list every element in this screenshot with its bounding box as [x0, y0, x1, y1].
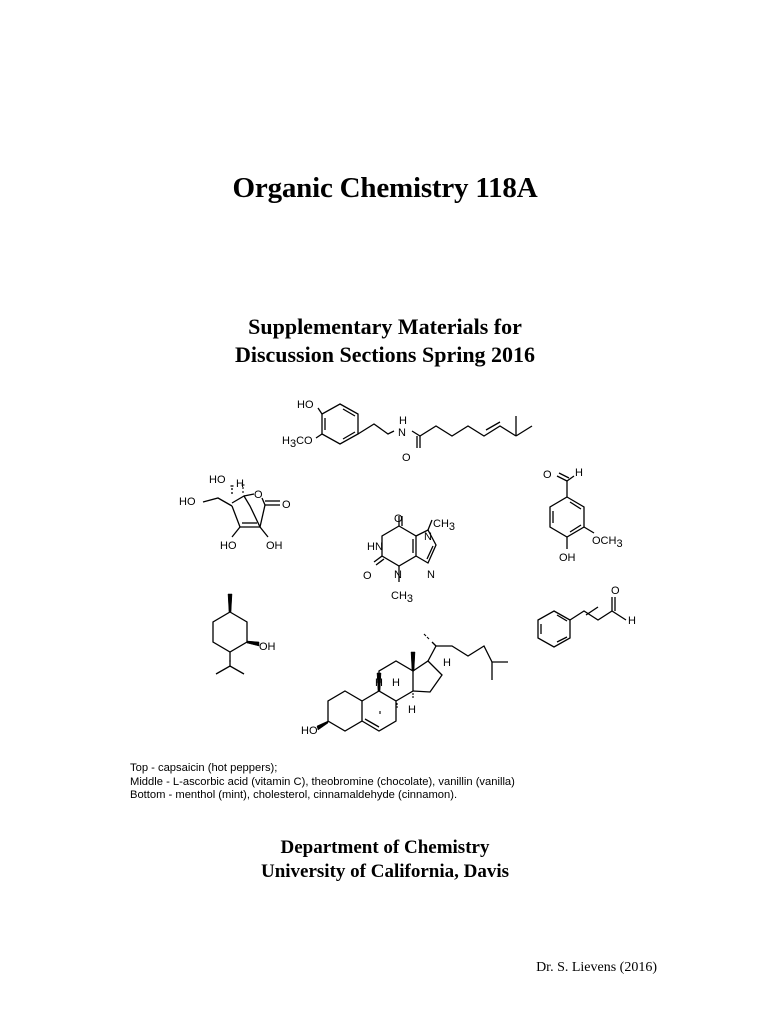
document-title: Organic Chemistry 118A [232, 172, 538, 204]
ascorbic-ho-bottom-label: HO [220, 540, 237, 552]
vanillin-structure [543, 467, 623, 564]
theobromine-n3-label: N [394, 569, 402, 581]
capsaicin-n-label: N [398, 427, 406, 439]
caption-line: Middle - L-ascorbic acid (vitamin C), theobromine (chocolate), vanillin (vanilla) [130, 775, 515, 788]
theobromine-hn-label: HN [367, 541, 383, 553]
department-block [0, 836, 770, 884]
cinnamaldehyde-o-label: O [611, 585, 620, 597]
theobromine-n7-label: N [424, 531, 432, 543]
theobromine-ch3-top-label: CH3 [433, 518, 456, 533]
ascorbic-o-ring-label: O [254, 489, 263, 501]
subtitle-line: Supplementary Materials for [248, 314, 522, 339]
menthol-oh-label: OH [259, 641, 276, 653]
caption-line: Top - capsaicin (hot peppers); [130, 762, 278, 774]
capsaicin-h3co-label: H3CO [282, 435, 313, 450]
vanillin-oh-label: OH [559, 552, 576, 564]
theobromine-o-bottom-label: O [363, 570, 372, 582]
figure-caption [130, 762, 690, 803]
ascorbic-oh-label: OH [266, 540, 283, 552]
document-subtitle [0, 313, 770, 369]
author-credit: Dr. S. Lievens (2016) [536, 960, 657, 975]
caption-line: Bottom - menthol (mint), cholesterol, cinnamaldehyde (cinnamon). [130, 789, 458, 801]
ascorbic-o-keto-label: O [282, 499, 291, 511]
department-line: University of California, Davis [260, 861, 510, 882]
cholesterol-h-left-label: H [375, 677, 383, 689]
ascorbic-ho-top-label: HO [209, 474, 226, 486]
molecule-drawings [0, 385, 770, 745]
cinnamaldehyde-h-label: H [628, 615, 636, 627]
vanillin-h-label: H [575, 467, 583, 479]
theobromine-n9-label: N [427, 569, 435, 581]
capsaicin-ho-label: HO [297, 399, 314, 411]
menthol-structure [213, 594, 276, 674]
cholesterol-h-low-label: H [408, 704, 416, 716]
cinnamaldehyde-structure [538, 585, 636, 647]
molecule-figure [0, 385, 770, 745]
ascorbic-h-label: H [236, 478, 244, 490]
ascorbic-acid-structure [179, 474, 291, 552]
cholesterol-h-mid-label: H [392, 677, 400, 689]
capsaicin-o-label: O [402, 452, 411, 464]
capsaicin-structure [282, 399, 532, 464]
department-line: Department of Chemistry [280, 837, 490, 858]
vanillin-och3-label: OCH3 [592, 535, 623, 550]
cholesterol-ho-label: HO [301, 725, 318, 737]
ascorbic-ho-left-label: HO [179, 496, 196, 508]
cholesterol-structure [301, 634, 508, 737]
capsaicin-h-label: H [399, 415, 407, 427]
vanillin-o-label: O [543, 469, 552, 481]
theobromine-ch3-bottom-label: CH3 [391, 590, 414, 605]
cholesterol-h17-label: H [443, 657, 451, 669]
theobromine-o-top-label: O [394, 513, 403, 525]
subtitle-line: Discussion Sections Spring 2016 [234, 342, 536, 367]
theobromine-structure [363, 513, 455, 605]
